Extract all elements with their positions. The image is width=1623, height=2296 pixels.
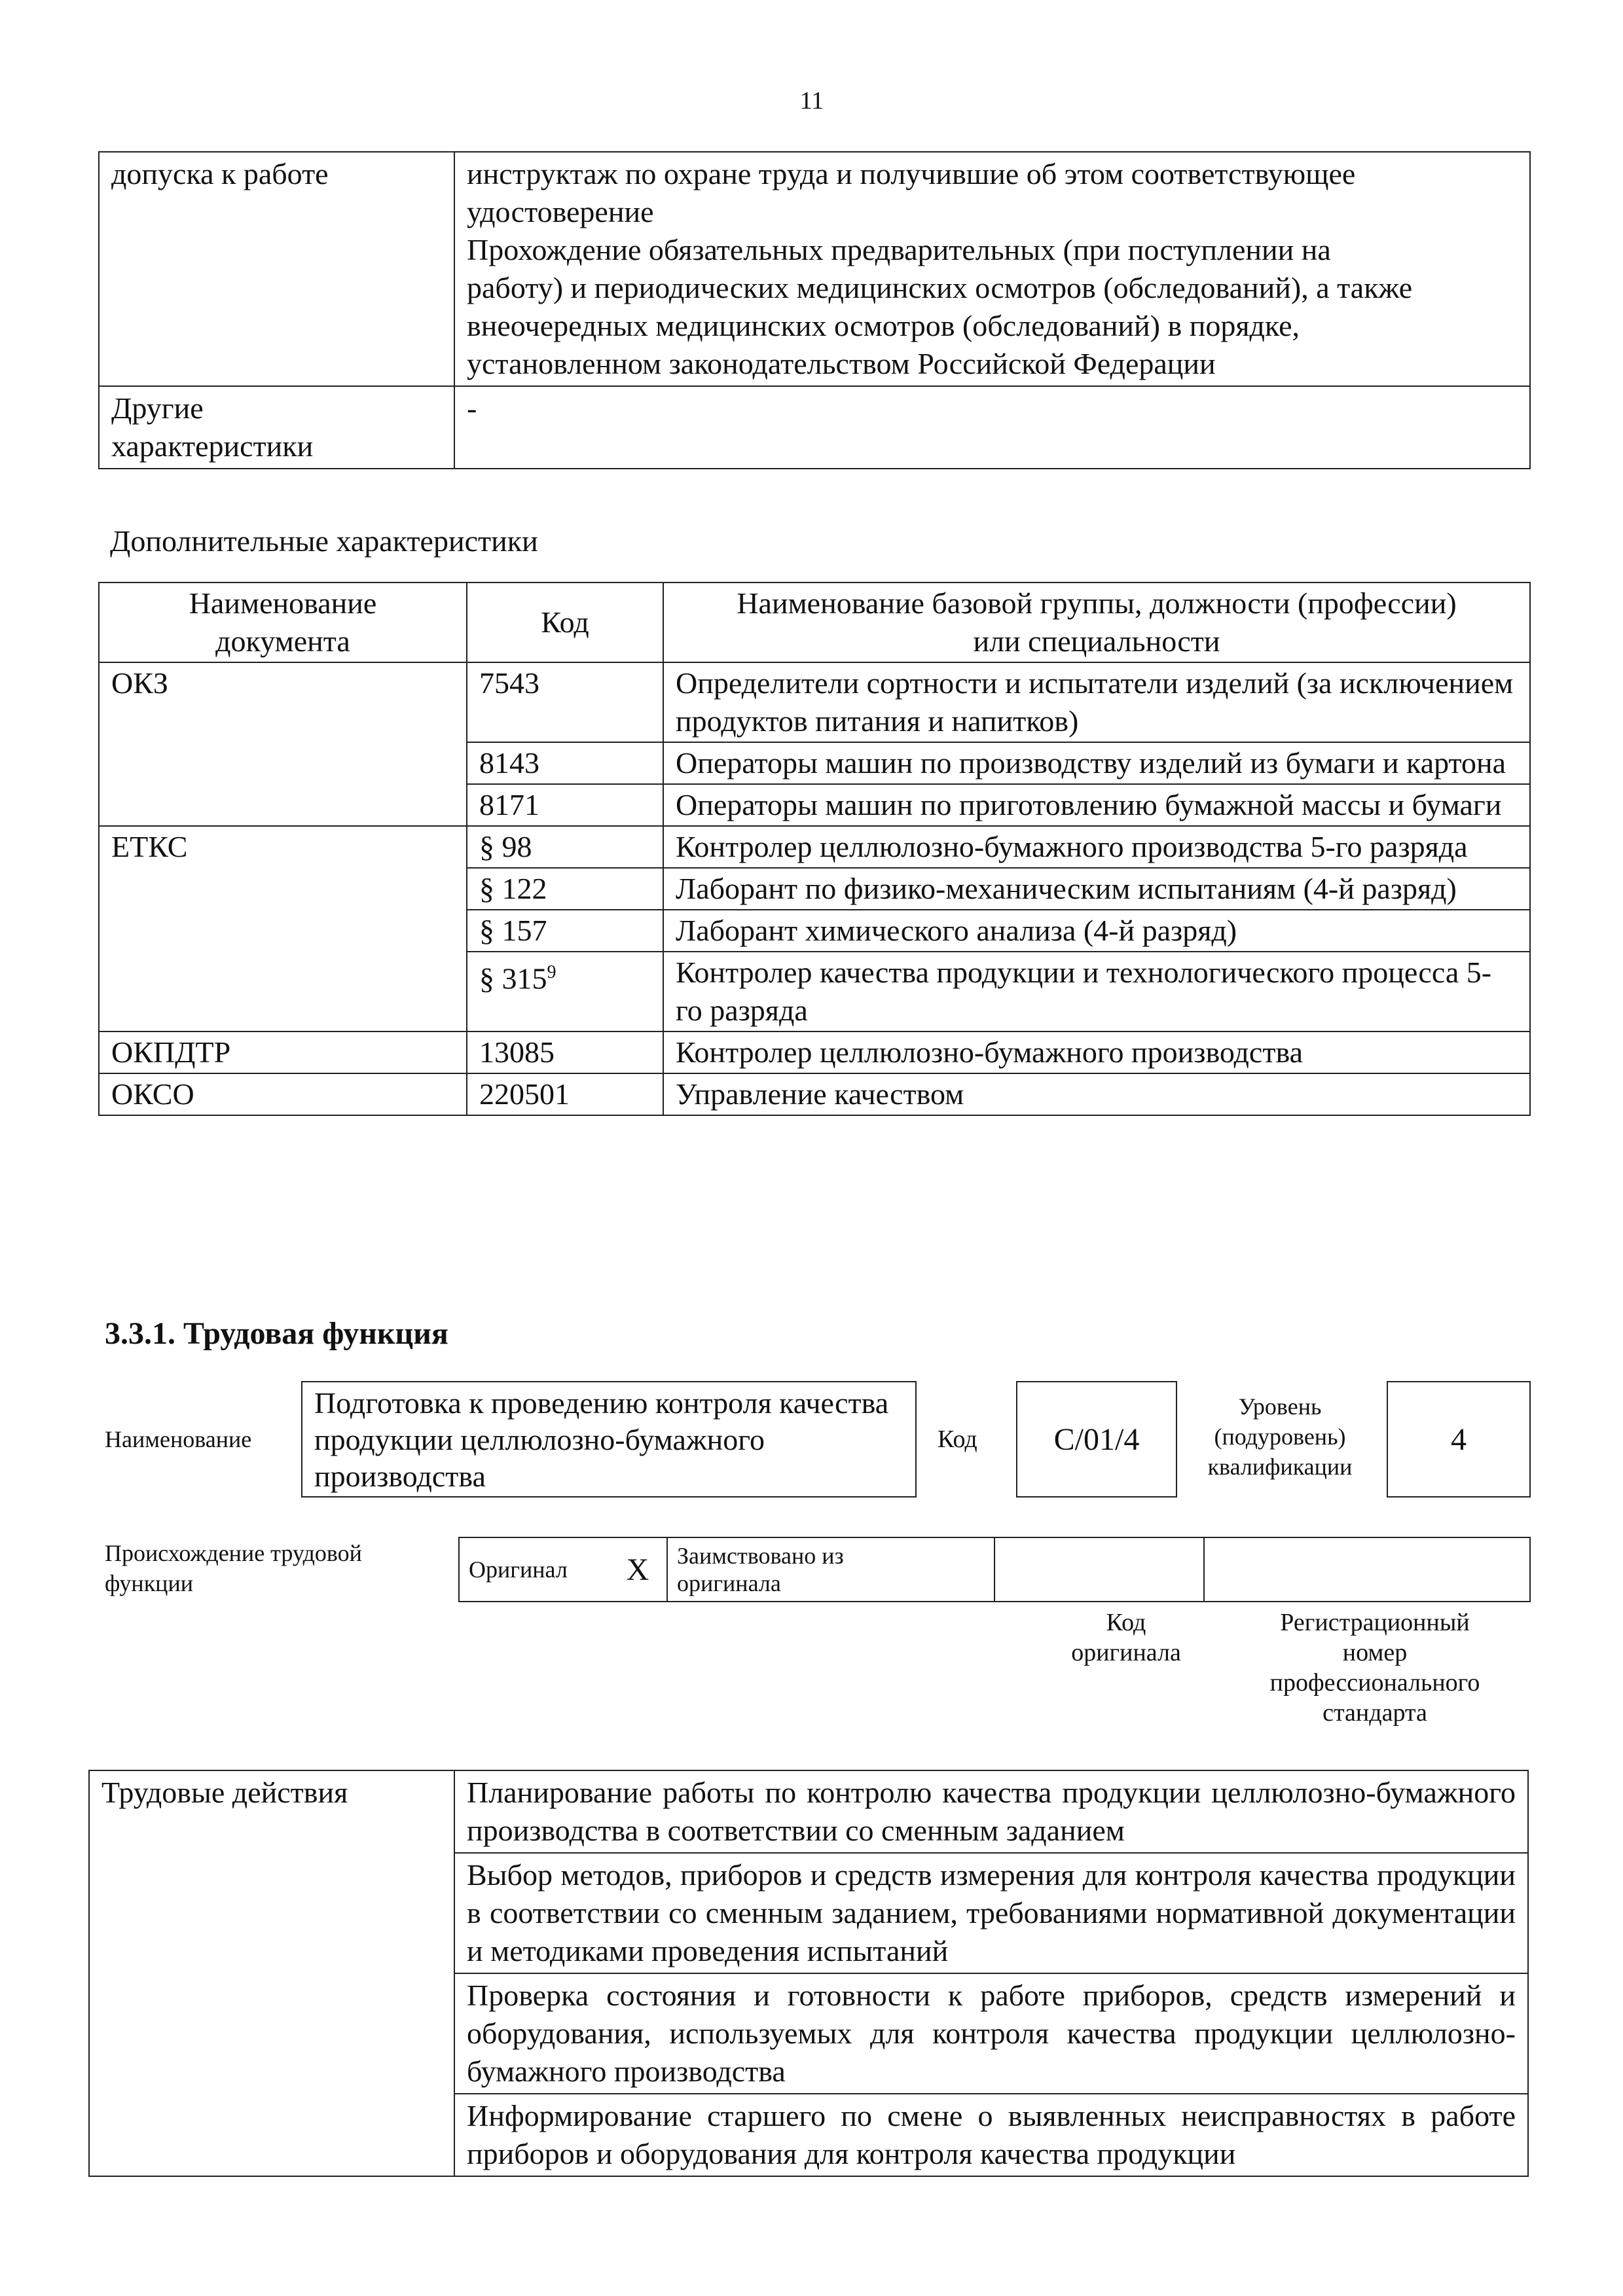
origin-label-line: Происхождение трудовой — [105, 1540, 362, 1566]
labor-actions-table — [88, 1770, 1529, 2177]
origin-row — [459, 1537, 1530, 1602]
table-row — [89, 1770, 1528, 1853]
code-cell — [467, 952, 663, 1031]
code-label: Код — [938, 1426, 977, 1453]
name-cell: Контролер целлюлозно-бумажного производства 5-го разряда — [663, 826, 1530, 868]
code-cell: § 122 — [467, 868, 663, 910]
registration-number-cell — [1204, 1537, 1530, 1602]
table-row — [99, 826, 1530, 868]
header-row — [99, 583, 1530, 662]
row-value: - — [454, 386, 1530, 469]
table-row — [99, 1031, 1530, 1073]
caption-line: оригинала — [1071, 1639, 1181, 1666]
code-box: С/01/4 — [1016, 1381, 1177, 1498]
doc-cell: ОКЗ — [99, 662, 467, 826]
section-title: Дополнительные характеристики — [110, 524, 538, 558]
function-title: 3.3.1. Трудовая функция — [105, 1316, 448, 1351]
level-label-line: квалификации — [1207, 1454, 1353, 1480]
table-row — [99, 152, 1530, 386]
caption-line: номер — [1342, 1639, 1408, 1666]
header-line: документа — [215, 624, 350, 658]
doc-cell: ОКПДТР — [99, 1031, 467, 1073]
origin-table — [458, 1537, 1531, 1602]
doc-cell: ЕТКС — [99, 826, 467, 1031]
level-label — [1185, 1391, 1375, 1482]
level-box: 4 — [1387, 1381, 1531, 1498]
original-code-cell — [994, 1537, 1204, 1602]
code-cell: 13085 — [467, 1031, 663, 1073]
borrowed-label — [667, 1537, 994, 1602]
labor-actions-label: Трудовые действия — [89, 1770, 454, 2176]
row-label: допуска к работе — [99, 152, 454, 386]
code-cell: 8143 — [467, 742, 663, 784]
table-row — [99, 662, 1530, 742]
origin-label — [105, 1538, 362, 1598]
name-cell: Управление качеством — [663, 1073, 1530, 1115]
text-line: удостоверение — [467, 195, 654, 228]
row-label — [99, 386, 454, 469]
header-code: Код — [467, 583, 663, 662]
caption-line: Код — [1106, 1609, 1146, 1636]
additional-characteristics-table — [98, 582, 1531, 1116]
borrowed-line: оригинала — [677, 1570, 781, 1596]
page-number: 11 — [799, 87, 824, 115]
code-cell: 220501 — [467, 1073, 663, 1115]
text-line: установленном законодательством Российской Федерации — [467, 347, 1216, 380]
text-line: Прохождение обязательных предварительных (при поступлении на — [467, 233, 1331, 266]
origin-label-line: функции — [105, 1570, 193, 1596]
caption-original-code — [1048, 1607, 1205, 1668]
name-cell: Контролер качества продукции и технологического процесса 5-го разряда — [663, 952, 1530, 1031]
code-text: § 315 — [479, 961, 547, 996]
header-line: Наименование базовой группы, должности (профессии) — [737, 586, 1457, 620]
function-name-box: Подготовка к проведению контроля качества продукции целлюлозно-бумажного производства — [301, 1381, 917, 1498]
header-line: Наименование — [189, 586, 377, 620]
header-name — [663, 583, 1530, 662]
original-mark: X — [609, 1537, 667, 1602]
code-cell: 7543 — [467, 662, 663, 742]
footnote-mark: 9 — [547, 962, 556, 982]
level-label-line: Уровень — [1238, 1393, 1322, 1420]
label-line: Другие — [111, 391, 204, 425]
caption-line: профессионального — [1269, 1669, 1480, 1696]
doc-cell: ОКСО — [99, 1073, 467, 1115]
requirements-table — [98, 151, 1531, 469]
caption-registration-number — [1224, 1607, 1525, 1728]
code-cell: 8171 — [467, 784, 663, 826]
action-cell: Планирование работы по контролю качества продукции целлюлозно-бумажного производства в соответствии со сменным заданием — [454, 1770, 1528, 1853]
name-cell: Лаборант химического анализа (4-й разряд) — [663, 910, 1530, 952]
level-label-line: (подуровень) — [1214, 1424, 1346, 1450]
name-cell: Определители сортности и испытатели изделий (за исключением продуктов питания и напитков) — [663, 662, 1530, 742]
code-cell: § 98 — [467, 826, 663, 868]
text-line: внеочередных медицинских осмотров (обследований) в порядке, — [467, 309, 1300, 342]
caption-line: стандарта — [1322, 1699, 1427, 1727]
function-name-label: Наименование — [105, 1426, 252, 1452]
borrowed-line: Заимствовано из — [677, 1543, 844, 1569]
table-row — [99, 386, 1530, 469]
header-line: или специальности — [973, 624, 1220, 658]
action-cell: Проверка состояния и готовности к работе приборов, средств измерений и оборудования, используемых для контроля качества продукции целлюлозно-бумажного производства — [454, 1973, 1528, 2094]
label-line: характеристики — [111, 429, 314, 463]
header-document — [99, 583, 467, 662]
text-line: работу) и периодических медицинских осмотров (обследований), а также — [467, 271, 1413, 304]
code-cell: § 157 — [467, 910, 663, 952]
name-cell: Операторы машин по производству изделий из бумаги и картона — [663, 742, 1530, 784]
text-line: инструктаж по охране труда и получившие об этом соответствующее — [467, 157, 1356, 190]
action-cell: Информирование старшего по смене о выявленных неисправностях в работе приборов и оборудования для контроля качества продукции — [454, 2094, 1528, 2176]
action-cell: Выбор методов, приборов и средств измерения для контроля качества продукции в соответствии со сменным заданием, требованиями нормативной документации и методиками проведения испытаний — [454, 1853, 1528, 1973]
name-cell: Контролер целлюлозно-бумажного производства — [663, 1031, 1530, 1073]
caption-line: Регистрационный — [1280, 1609, 1470, 1636]
name-cell: Операторы машин по приготовлению бумажной массы и бумаги — [663, 784, 1530, 826]
original-label: Оригинал — [459, 1537, 609, 1602]
row-value — [454, 152, 1530, 386]
name-cell: Лаборант по физико-механическим испытаниям (4-й разряд) — [663, 868, 1530, 910]
table-row — [99, 1073, 1530, 1115]
